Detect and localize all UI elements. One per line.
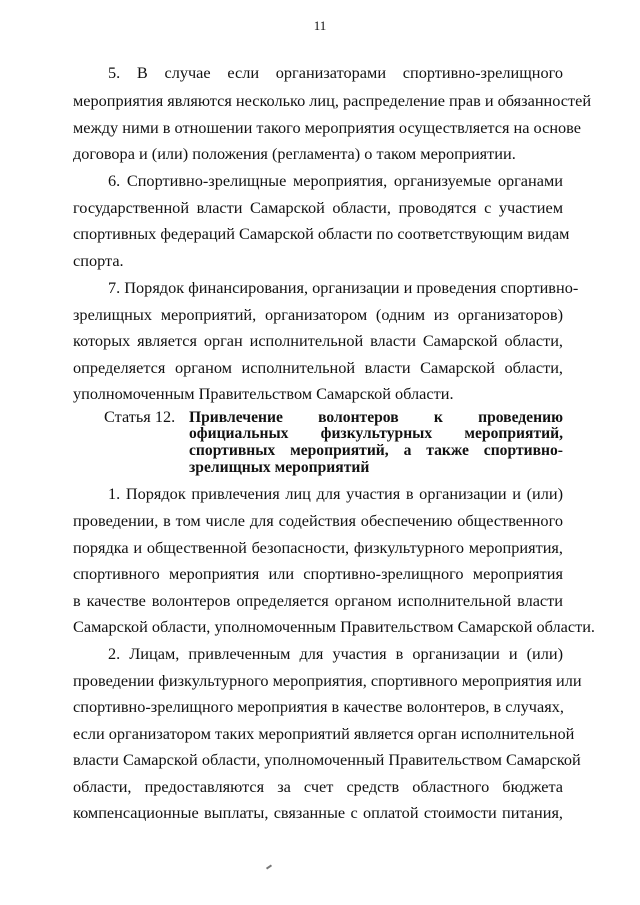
article-item-2-line: власти Самарской области, уполномоченный Правительством Самарской xyxy=(73,750,581,769)
paragraph-5-line: мероприятия являются несколько лиц, распределение прав и обязанностей xyxy=(73,91,592,110)
article-item-1-line: в качестве волонтеров определяется органом исполнительной власти xyxy=(73,591,563,610)
paragraph-6-line: спорта. xyxy=(73,251,124,270)
article-item-2-line: 2. Лицам, привлеченным для участия в организации и (или) xyxy=(108,644,563,663)
article-title-line: спортивных мероприятий, а также спортивно- xyxy=(189,442,563,459)
article-item-1-line: спортивного мероприятия или спортивно-зрелищного мероприятия xyxy=(73,564,563,583)
paragraph-7-line: зрелищных мероприятий, организатором (одним из организаторов) xyxy=(73,305,563,324)
paragraph-6-line: спортивных федераций Самарской области по соответствующим видам xyxy=(73,224,570,243)
article-title-line: официальных физкультурных мероприятий, xyxy=(189,425,563,442)
article-item-1-line: Самарской области, уполномоченным Правительством Самарской области. xyxy=(73,617,595,636)
paragraph-6-line: 6. Спортивно-зрелищные мероприятия, организуемые органами xyxy=(108,171,563,190)
article-title-line: зрелищных мероприятий xyxy=(189,459,370,476)
article-item-2-line: спортивно-зрелищного мероприятия в качестве волонтеров, в случаях, xyxy=(73,697,564,716)
article-item-2-line: если организатором таких мероприятий является орган исполнительной xyxy=(73,724,575,743)
article-item-2-line: проведении физкультурного мероприятия, спортивного мероприятия или xyxy=(73,671,582,690)
paragraph-6-line: государственной власти Самарской области, проводятся с участием xyxy=(73,198,563,217)
article-title-line: Привлечение волонтеров к проведению xyxy=(189,409,563,426)
paragraph-5-line: договора и (или) положения (регламента) о таком мероприятии. xyxy=(73,144,516,163)
article-label: Статья 12. xyxy=(104,407,176,426)
paragraph-5-line: между ними в отношении такого мероприятия осуществляется на основе xyxy=(73,118,581,137)
article-item-1-line: 1. Порядок привлечения лиц для участия в организации и (или) xyxy=(108,484,563,503)
article-item-2-line: области, предоставляются за счет средств областного бюджета xyxy=(73,777,563,796)
paragraph-7-line: уполномоченным Правительством Самарской области. xyxy=(73,384,454,403)
page-number: 11 xyxy=(313,18,327,33)
paragraph-7-line: 7. Порядок финансирования, организации и проведения спортивно- xyxy=(108,278,579,297)
article-item-1-line: проведении, в том числе для содействия обеспечению общественного xyxy=(73,511,563,530)
scan-mark xyxy=(266,864,272,869)
article-item-1-line: порядка и общественной безопасности, физкультурного мероприятия, xyxy=(73,538,563,557)
paragraph-5-line: 5. В случае если организаторами спортивно-зрелищного xyxy=(108,63,563,82)
paragraph-7-line: которых является орган исполнительной власти Самарской области, xyxy=(73,331,563,350)
article-item-2-line: компенсационные выплаты, связанные с оплатой стоимости питания, xyxy=(73,803,563,822)
paragraph-7-line: определяется органом исполнительной власти Самарской области, xyxy=(73,358,563,377)
